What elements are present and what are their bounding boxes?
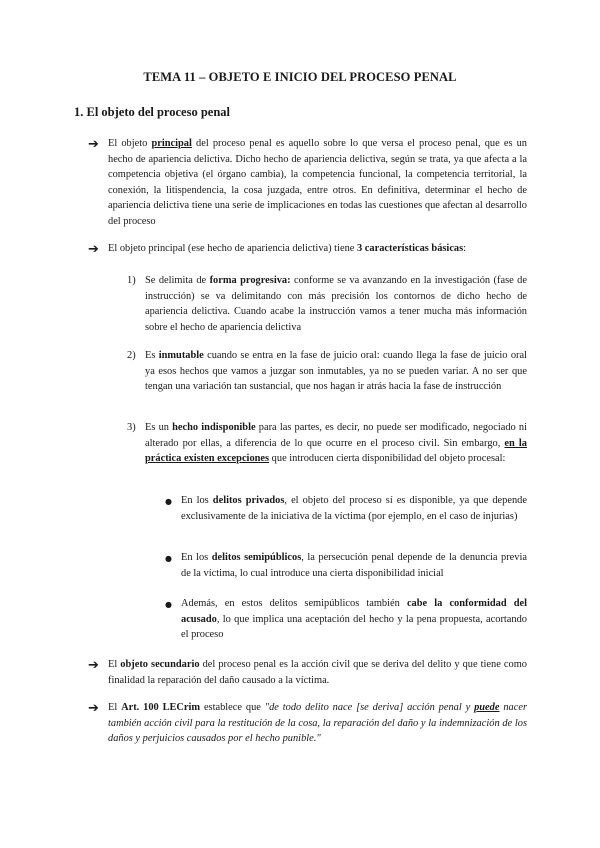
bullet-icon: ● [165,554,172,563]
text: para las partes, es decir, no puede ser modificado, negociado ni alterado por ellas, a diferencia de lo que ocurre en el proceso civil. Sin embargo, [145,422,527,449]
arrow-icon: ➔ [88,701,99,716]
text: que introducen cierta disponibilidad del objeto procesal: [269,453,506,464]
emphasis: forma progresiva: [209,275,291,286]
emphasis: hecho indisponible [172,422,256,433]
text: El objeto [108,138,152,149]
text: El [108,702,122,713]
list-number: 2) [127,350,136,361]
emphasis: objeto secundario [120,659,200,670]
emphasis: inmutable [158,350,204,361]
text: , lo que implica una aceptación del hecho y la pena propuesta, acortando el proceso [181,613,527,640]
text: establece que [200,702,265,713]
arrow-icon: ➔ [88,242,99,257]
text: El [108,659,121,670]
emphasis: delitos privados [212,495,285,506]
text: Es un [145,422,173,433]
bullet-conformidad [181,596,527,643]
list-number: 1) [127,275,136,286]
emphasis: 3 características básicas [356,243,464,254]
text: conforme se va avanzando en la investigación (fase de instrucción) se va delimitando con más precisión los contornos de dicho hecho de apariencia delictiva. Cuando acabe la instrucción vamos a tener mucha más información sobre el hecho de apariencia delictiva [145,275,527,333]
list-item-forma-progresiva [145,273,527,335]
text: del proceso penal es aquello sobre lo que versa el proceso penal, que es un hecho de apariencia delictiva. Dicho hecho de apariencia delictiva, según se trata, ya que afecta a la competencia objetiva (el órgano cambia), la competencia funcional, la competencia territorial, la conexión, la litispendencia, la cosa juzgada, entre otros. En definitiva, determinar el hecho de apariencia delictiva tiene una serie de implicaciones en todas las cuestiones que afectan al desarrollo del proceso [108,138,528,227]
text: del proceso penal es la acción civil que se deriva del delito y que tiene como finalidad la reparación del daño causado a la víctima. [108,659,527,686]
paragraph-objeto-secundario [108,657,527,688]
list-number: 3) [127,422,136,433]
bullet-icon: ● [165,600,172,609]
quote: "de todo delito nace [se deriva] acción penal y [264,702,475,713]
text: Además, en estos delitos semipúblicos también [181,598,407,609]
text: Se delimita de [145,275,210,286]
bullet-icon: ● [165,497,172,506]
text: : [463,243,467,254]
paragraph-caracteristicas [108,241,527,257]
arrow-icon: ➔ [88,137,99,152]
paragraph-art-100 [108,700,527,747]
emphasis: principal [151,138,192,149]
text: En los [181,495,213,506]
text: , el objeto del proceso sí es disponible, ya que depende exclusivamente de la iniciativa de la víctima (por ejemplo, en el caso de injurias) [181,495,527,522]
text: El objeto principal (ese hecho de apariencia delictiva) tiene [108,243,357,254]
emphasis: puede [474,702,500,713]
list-item-indisponible [145,420,527,467]
emphasis: cabe la conformidad del acusado [181,598,527,625]
page-title: TEMA 11 – OBJETO E INICIO DEL PROCESO PENAL [143,70,457,84]
quote: nacer también acción civil para la restitución de la cosa, la reparación del daño y la indemnización de los daños y perjuicios causados por el hecho punible." [108,702,527,744]
bullet-delitos-privados [181,493,527,524]
section-heading: 1. El objeto del proceso penal [74,105,231,119]
emphasis: Art. 100 LECrim [121,702,201,713]
paragraph-objeto-principal [108,136,527,229]
text: En los [181,552,212,563]
text: , la persecución penal depende de la denuncia previa de la víctima, lo cual introduce una cierta disponibilidad inicial [181,552,527,579]
emphasis: en la práctica existen excepciones [145,437,528,464]
bullet-delitos-semipublicos [181,550,527,581]
arrow-icon: ➔ [88,658,99,673]
list-item-inmutable [145,348,527,395]
text: Es [145,350,159,361]
text: cuando se entra en la fase de juicio oral: cuando llega la fase de juicio oral ya esos hechos que vamos a juzgar son inmutables, ya no se pueden variar. A no ser que tengan una variación tan sustancial, que nos hagan ir atrás hacia la fase de instrucción [145,350,527,392]
emphasis: delitos semipúblicos [211,552,302,563]
